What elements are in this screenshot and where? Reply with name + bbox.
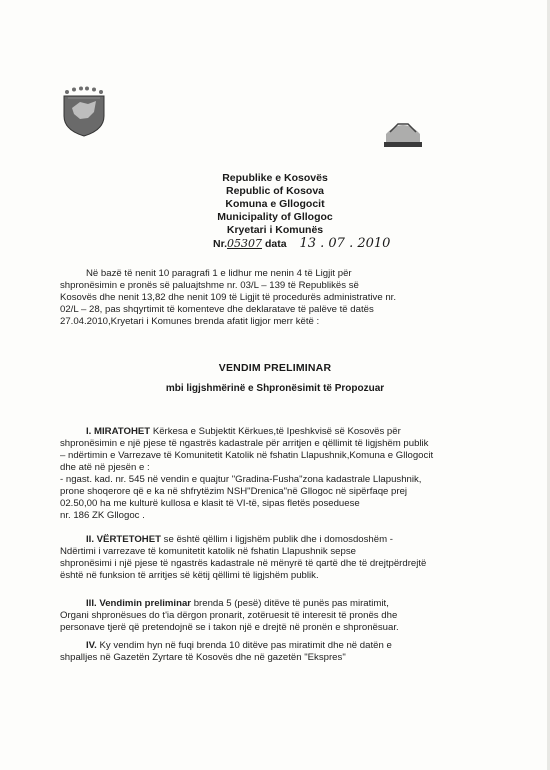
section-1-line: - ngast. kad. nr. 545 në vendin e quajtur "Gradina-Fusha"zona kadastrale Llapushnik, (60, 474, 422, 485)
header-mayor: Kryetari i Komunës (226, 224, 324, 236)
decision-title: VENDIM PRELIMINAR (218, 362, 332, 374)
section-1-line: shpronësimin e një pjese të ngastrës kadastrale për arritjen e qëllimit të ligjshëm publik (60, 438, 429, 449)
preamble-line: 02/L – 28, pas shqyrtimit të komenteve dhe deklaratave të palëve të datës (60, 304, 374, 315)
section-1 (60, 426, 480, 522)
section-3-line: personave tjerë që pretendojnë se i takon një e drejtë në pronën e shpronësuar. (60, 622, 399, 633)
section-2-line: se është qëllim i ligjshëm publik dhe i domosdoshëm - (163, 534, 393, 545)
kosovo-coat-of-arms-icon (58, 86, 110, 138)
reference-line (213, 236, 390, 251)
date-label: data (264, 238, 287, 250)
section-2-line: shpronësimi i një pjese të ngastrës kadastrale në mënyrë të qartë dhe të drejtpërdrejtë (60, 558, 427, 569)
nr-label: Nr. (213, 238, 228, 250)
preamble-line: shpronësimin e pronës së paluajtshme nr. 03/L – 139 të Republikës së (60, 280, 359, 291)
decision-subtitle: mbi ligjshmërinë e Shpronësimit të Propozuar (165, 383, 385, 394)
preamble-line: 27.04.2010,Kryetari i Komunes brenda afatit ligjor merr këtë : (60, 316, 320, 327)
document-header (0, 172, 550, 237)
date-value: 13 . 07 . 2010 (299, 236, 391, 251)
section-1-line: – ndërtimin e Varrezave të Komunitetit Katolik në fshatin Llapushnik,Komuna e Gllogocit (60, 450, 434, 461)
section-2-heading: II. VËRTETOHET (86, 534, 161, 545)
header-municipality-en: Municipality of Gllogoc (217, 211, 333, 223)
nr-value: 05307 (227, 237, 263, 250)
header-republic-sq: Republike e Kosovës (222, 172, 328, 184)
section-1-line: Kërkesa e Subjektit Kërkues,të Ipeshkvisë së Kosovës për (152, 426, 401, 437)
section-4-line: Ky vendim hyn në fuqi brenda 10 ditëve pas miratimit dhe në datën e (99, 640, 392, 651)
section-1-line: dhe atë në pjesën e : (60, 462, 150, 473)
municipality-emblem-icon (378, 112, 428, 152)
section-3-line: Organi shpronësues do t'ia dërgon pronarit, zotëruesit të interesit të pronës dhe (60, 610, 398, 621)
preamble-line: Kosovës dhe nenit 13,82 dhe nenit 109 të Ligjit të procedurës administrative nr. (60, 292, 396, 303)
section-4-heading: IV. (86, 640, 97, 651)
preamble-line: Në bazë të nenit 10 paragrafi 1 e lidhur me nenin 4 të Ligjit për (86, 268, 352, 279)
section-1-line: 02.50,00 ha me kulturë kullosa e klasit të VI-të, sipas fletës poseduese (60, 498, 360, 509)
section-1-heading: I. MIRATOHET (86, 426, 151, 437)
section-3-line: brenda 5 (pesë) ditëve të punës pas miratimit, (193, 598, 389, 609)
header-republic-en: Republic of Kosova (225, 185, 324, 197)
section-1-line: nr. 186 ZK Gllogoc . (60, 510, 145, 521)
section-3-heading: III. Vendimin preliminar (86, 598, 192, 609)
section-1-line: prone shoqerore që e ka në shfrytëzim NSH"Drenica"në Gllogoc në sipërfaqe prej (60, 486, 408, 497)
section-4 (60, 640, 480, 664)
section-3 (60, 598, 480, 634)
section-2 (60, 534, 480, 582)
section-4-line: shpalljes në Gazetën Zyrtare të Kosovës dhe në gazetën "Ekspres" (60, 652, 346, 663)
header-municipality-sq: Komuna e Gllogocit (225, 198, 325, 210)
section-2-line: Ndërtimi i varrezave të komunitetit katolik në fshatin Llapushnik sepse (60, 546, 356, 557)
section-2-line: është në funksion të arritjes së këtij qëllimi të ligjshëm publik. (60, 570, 319, 581)
preamble (60, 268, 480, 328)
